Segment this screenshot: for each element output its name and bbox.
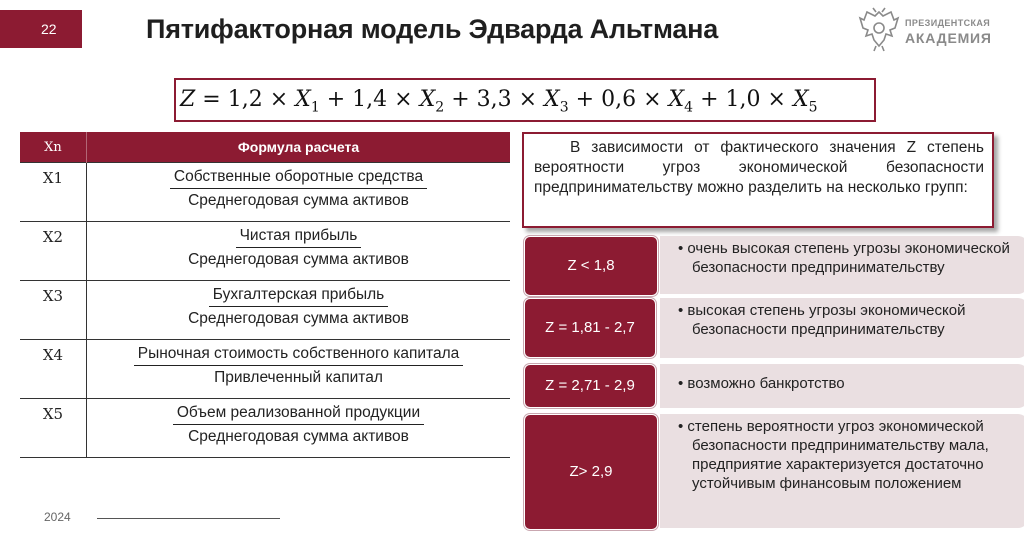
slide-title: Пятифакторная модель Эдварда Альтмана xyxy=(146,14,719,44)
denominator: Среднегодовая сумма активов xyxy=(188,251,409,268)
factor-formula xyxy=(87,340,511,399)
table-header-row xyxy=(20,132,510,163)
numerator: Бухгалтерская прибыль xyxy=(209,282,388,307)
intro-box xyxy=(522,132,994,228)
denominator: Привлеченный капитал xyxy=(214,369,383,386)
footer-divider xyxy=(97,518,280,519)
denominator: Среднегодовая сумма активов xyxy=(188,428,409,445)
table-row xyxy=(20,399,510,458)
factor-name: X2 xyxy=(20,222,87,281)
eagle-emblem-icon xyxy=(858,6,900,52)
footer-year: 2024 xyxy=(44,510,71,524)
group-label: Z < 1,8 xyxy=(524,236,658,296)
slide-number: 22 xyxy=(0,10,82,48)
denominator: Среднегодовая сумма активов xyxy=(188,310,409,327)
table-row xyxy=(20,340,510,399)
group-description: • возможно банкротство xyxy=(660,364,1024,408)
formula-term-4: $0,6 \times X_4$ xyxy=(601,87,694,116)
group-description: • высокая степень угрозы экономической безопасности предпринимательству xyxy=(660,298,1024,358)
factor-formula xyxy=(87,281,511,340)
numerator: Рыночная стоимость собственного капитала xyxy=(134,341,464,366)
group-label: Z> 2,9 xyxy=(524,414,658,530)
denominator: Среднегодовая сумма активов xyxy=(188,192,409,209)
logo-text-top: ПРЕЗИДЕНТСКАЯ xyxy=(905,18,991,28)
formula-term-5: $1,0 \times X_5$ xyxy=(725,87,818,116)
logo-text-bottom: АКАДЕМИЯ xyxy=(905,30,992,46)
table-row xyxy=(20,163,510,222)
academy-logo xyxy=(858,6,992,56)
altman-formula: $Z = 1,2 \times X_1 + 1,4 \times X_2 + 3,3 \times X_3 + 0,6 \times X_4 + 1,0 \times X_5$ xyxy=(174,78,876,122)
group-description: • степень вероятности угроз экономической безопасности предпринимательству мала, предприятие характеризуется достаточно устойчивым финансовым положением xyxy=(660,414,1024,528)
factor-name: X5 xyxy=(20,399,87,458)
table-row xyxy=(20,281,510,340)
numerator: Объем реализованной продукции xyxy=(173,400,424,425)
header-xn: Xn xyxy=(20,132,87,163)
table-row xyxy=(20,222,510,281)
factor-formula xyxy=(87,399,511,458)
factor-name: X4 xyxy=(20,340,87,399)
formula-term-2: $1,4 \times X_2$ xyxy=(352,87,445,116)
factor-table xyxy=(20,132,510,458)
header-formula: Формула расчета xyxy=(87,132,511,163)
group-label: Z = 2,71 - 2,9 xyxy=(524,364,656,408)
group-label: Z = 1,81 - 2,7 xyxy=(524,298,656,358)
factor-name: X1 xyxy=(20,163,87,222)
formula-term-1: $1,2 \times X_1$ xyxy=(227,87,320,116)
numerator: Чистая прибыль xyxy=(236,223,362,248)
intro-text: В зависимости от фактического значения Z степень вероятности угроз экономической безопасности предпринимательству можно разделить на несколько групп: xyxy=(534,139,984,196)
numerator: Собственные оборотные средства xyxy=(170,164,427,189)
formula-lhs: Z xyxy=(180,87,196,112)
factor-name: X3 xyxy=(20,281,87,340)
formula-term-3: $3,3 \times X_3$ xyxy=(476,87,569,116)
group-description: • очень высокая степень угрозы экономической безопасности предпринимательству xyxy=(660,236,1024,294)
factor-formula xyxy=(87,163,511,222)
factor-formula xyxy=(87,222,511,281)
